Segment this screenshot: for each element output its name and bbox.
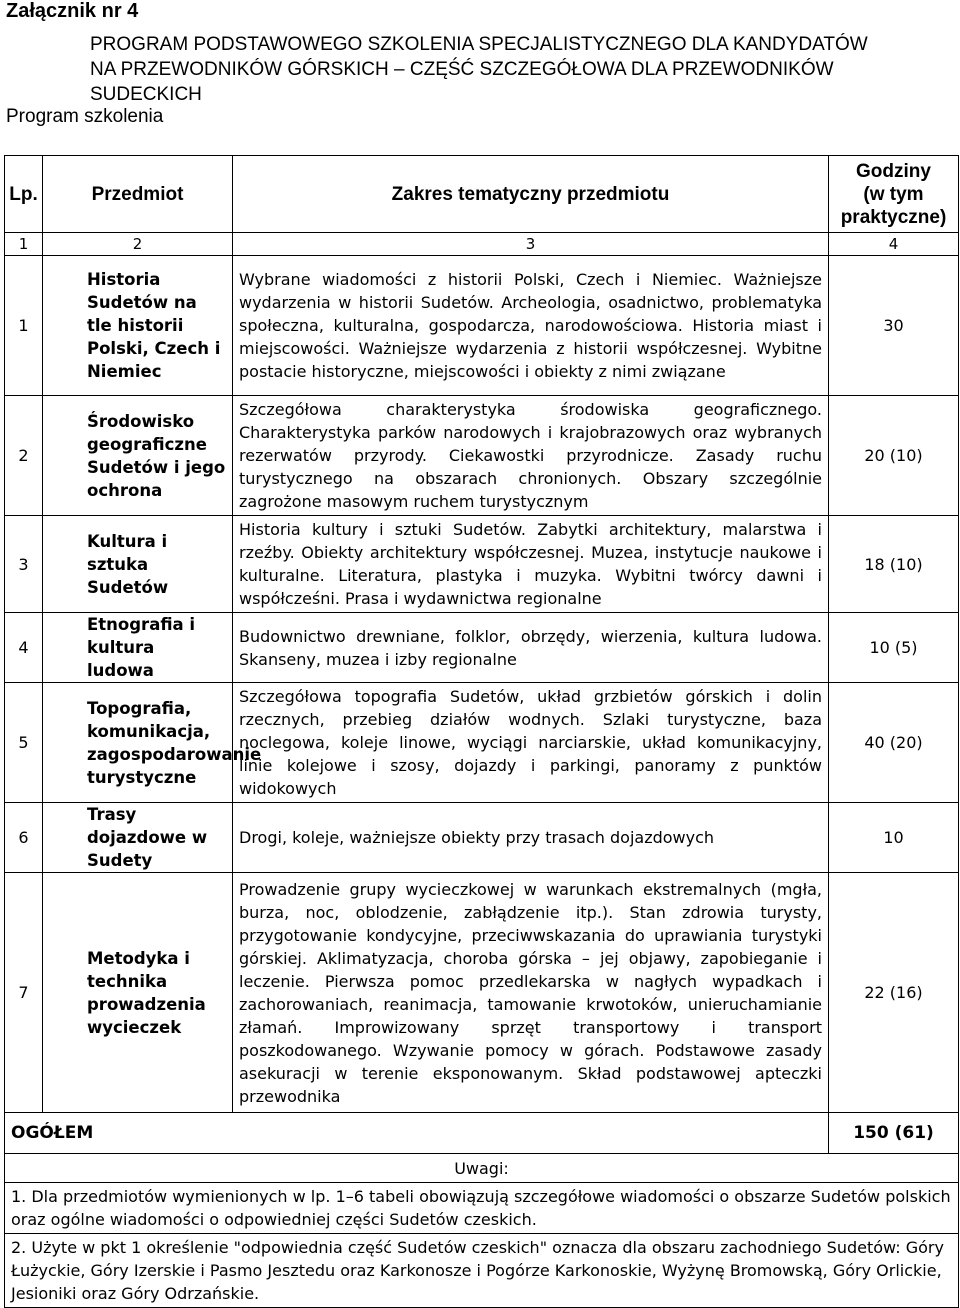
column-header-hours	[829, 156, 959, 233]
subject-cell: Środowisko geograficzne Sudetów i jego ochrona	[43, 396, 233, 516]
subject-cell: Historia Sudetów na tle historii Polski, Czech i Niemiec	[43, 256, 233, 396]
column-number: 4	[829, 233, 959, 256]
hours-cell: 10 (5)	[829, 613, 959, 683]
header-line-1: PROGRAM PODSTAWOWEGO SZKOLENIA SPECJALISTYCZNEGO DLA KANDYDATÓW	[90, 34, 868, 55]
row-number: 2	[5, 396, 43, 516]
row-number: 5	[5, 683, 43, 803]
topic-cell: Prowadzenie grupy wycieczkowej w warunkach ekstremalnych (mgła, burza, noc, oblodzenie, zabłądzenie itp.). Stan zdrowia turysty, przygotowanie kondycyjne, przeciwwskazania do uprawiania turystyki górskiej. Aklimatyzacja, choroba górska – jej objawy, zapobieganie i leczenie. Pierwsza pomoc przedlekarska w nagłych wypadkach i zachorowaniach, reanimacja, tamowanie krwotoków, unieruchamianie złamań. Improwizowany sprzęt transportowy i transport poszkodowanego. Wzywanie pomocy w górach. Podstawowe zasady asekuracji w terenie eksponowanym. Skład podstawowej apteczki przewodnika	[233, 873, 829, 1113]
total-row	[5, 1113, 959, 1154]
hours-cell: 18 (10)	[829, 516, 959, 613]
header-line-2: NA PRZEWODNIKÓW GÓRSKICH – CZĘŚĆ SZCZEGÓŁOWA DLA PRZEWODNIKÓW SUDECKICH	[90, 59, 834, 105]
row-number: 1	[5, 256, 43, 396]
total-hours: 150 (61)	[829, 1113, 959, 1154]
row-number: 4	[5, 613, 43, 683]
table-row	[5, 396, 959, 516]
column-number: 2	[43, 233, 233, 256]
hours-cell: 40 (20)	[829, 683, 959, 803]
subject-cell: Trasy dojazdowe w Sudety	[43, 803, 233, 873]
row-number: 3	[5, 516, 43, 613]
topic-cell: Budownictwo drewniane, folklor, obrzędy, wierzenia, kultura ludowa. Skanseny, muzea i izby regionalne	[233, 613, 829, 683]
topic-cell: Wybrane wiadomości z historii Polski, Czech i Niemiec. Ważniejsze wydarzenia w historii Sudetów. Archeologia, osadnictwo, problematyka społeczna, kulturalna, gospodarcza, narodowościowa. Historia miast i miejscowości. Ważniejsze wydarzenia z historii współczesnej. Wybitne postacie historyczne, miejscowości i obiekty z nimi związane	[233, 256, 829, 396]
topic-cell: Szczegółowa topografia Sudetów, układ grzbietów górskich i dolin rzecznych, przebieg działów wodnych. Szlaki turystyczne, baza noclegowa, koleje linowe, wyciągi narciarskie, układ komunikacyjny, linie kolejowe i szosy, dojazdy i parkingi, panoramy z punktów widokowych	[233, 683, 829, 803]
attachment-label: Załącznik nr 4	[6, 0, 139, 22]
note-row	[5, 1234, 959, 1308]
row-number: 7	[5, 873, 43, 1113]
note-2: 2. Użyte w pkt 1 określenie "odpowiednia część Sudetów czeskich" oznacza dla obszaru zachodniego Sudetów: Góry Łużyckie, Góry Izerskie i Pasmo Jesztedu oraz Karkonosze i Pogórze Karkonoskie, Wyżynę Bromowską, Góry Orlickie, Jesioniki oraz Góry Odrzańskie.	[5, 1234, 959, 1308]
table-header-row	[5, 156, 959, 233]
hours-header-line-3: praktyczne)	[840, 206, 947, 228]
note-1: 1. Dla przedmiotów wymienionych w lp. 1–6 tabeli obowiązują szczegółowe wiadomości o obszarze Sudetów polskich oraz ogólne wiadomości o odpowiedniej części Sudetów czeskich.	[5, 1183, 959, 1234]
document-header	[90, 32, 950, 107]
column-header-subject: Przedmiot	[43, 156, 233, 233]
hours-header-line-2: (w tym	[863, 183, 924, 205]
notes-title-row	[5, 1154, 959, 1183]
table-row	[5, 873, 959, 1113]
topic-cell: Szczegółowa charakterystyka środowiska geograficznego. Charakterystyka parków narodowych i krajobrazowych oraz wybranych rezerwatów przyrody. Ciekawostki przyrodnicze. Zasady ruchu turystycznego na obszarach chronionych. Obszary szczególnie zagrożone masowym ruchem turystycznym	[233, 396, 829, 516]
column-number-row	[5, 233, 959, 256]
hours-cell: 10	[829, 803, 959, 873]
note-row	[5, 1183, 959, 1234]
hours-cell: 20 (10)	[829, 396, 959, 516]
table-row	[5, 256, 959, 396]
column-number: 3	[233, 233, 829, 256]
table-row	[5, 803, 959, 873]
topic-cell: Historia kultury i sztuki Sudetów. Zabytki architektury, malarstwa i rzeźby. Obiekty architektury współczesnej. Muzea, instytucje naukowe i kulturalne. Literatura, plastyka i muzyka. Wybitni twórcy dawni i współcześni. Prasa i wydawnictwa regionalne	[233, 516, 829, 613]
table-row	[5, 613, 959, 683]
hours-cell: 30	[829, 256, 959, 396]
program-label: Program szkolenia	[6, 106, 164, 127]
column-number: 1	[5, 233, 43, 256]
hours-cell: 22 (16)	[829, 873, 959, 1113]
subject-cell: Metodyka i technika prowadzenia wycieczek	[43, 873, 233, 1113]
table-row	[5, 683, 959, 803]
subject-cell: Etnografia i kultura ludowa	[43, 613, 233, 683]
total-label: OGÓŁEM	[5, 1113, 829, 1154]
column-header-topic: Zakres tematyczny przedmiotu	[233, 156, 829, 233]
training-program-table	[4, 155, 959, 1308]
hours-header-line-1: Godziny	[856, 160, 931, 182]
notes-title: Uwagi:	[5, 1154, 959, 1183]
table-row	[5, 516, 959, 613]
subject-cell: Kultura i sztuka Sudetów	[43, 516, 233, 613]
column-header-lp: Lp.	[5, 156, 43, 233]
row-number: 6	[5, 803, 43, 873]
subject-cell: Topografia, komunikacja, zagospodarowanie turystyczne	[43, 683, 233, 803]
topic-cell: Drogi, koleje, ważniejsze obiekty przy trasach dojazdowych	[233, 803, 829, 873]
